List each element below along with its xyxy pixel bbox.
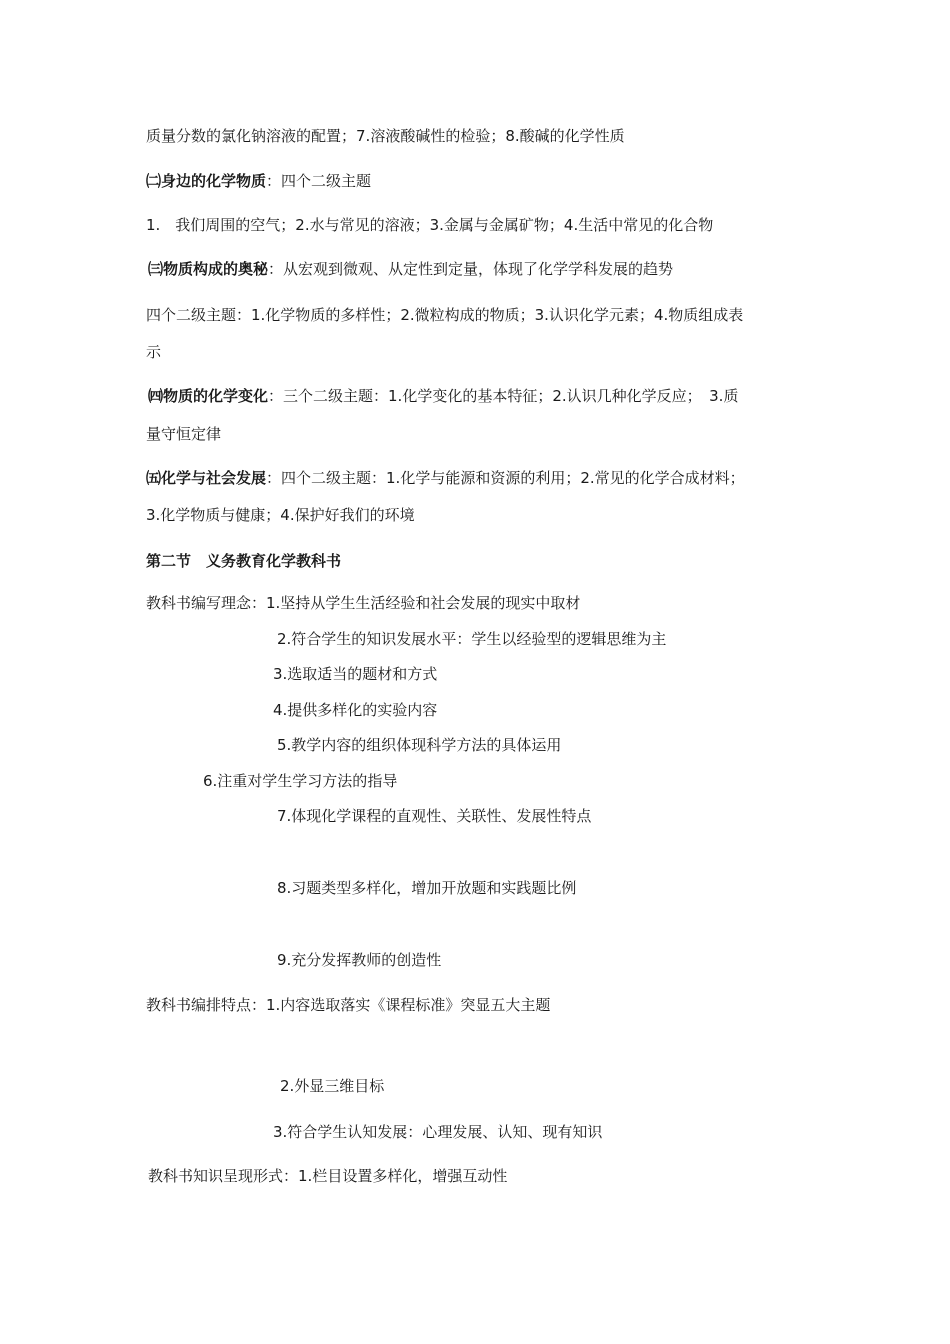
- heading-label: ㈡身边的化学物质: [146, 172, 267, 190]
- text-line: 质量分数的氯化钠溶液的配置；7.溶液酸碱性的检验；8.酸碱的化学性质: [146, 127, 625, 145]
- section-title: 第二节 义务教育化学教科书: [146, 552, 342, 570]
- list-item: 7.体现化学课程的直观性、关联性、发展性特点: [277, 807, 592, 825]
- text-span: ：四个二级主题: [266, 172, 372, 190]
- list-item: 9.充分发挥教师的创造性: [277, 951, 442, 969]
- heading-line: [146, 171, 371, 191]
- text-span: ：三个二级主题：1.化学变化的基本特征；2.认识几种化学反应； 3.质: [268, 387, 739, 405]
- text-line: 教科书知识呈现形式：1.栏目设置多样化，增强互动性: [148, 1167, 508, 1185]
- text-line: 教科书编排特点：1.内容选取落实《课程标准》突显五大主题: [146, 996, 551, 1014]
- text-line: 四个二级主题：1.化学物质的多样性；2.微粒构成的物质；3.认识化学元素；4.物质组成表: [146, 306, 744, 324]
- text-line: 示: [146, 343, 162, 361]
- heading-line: [148, 386, 738, 406]
- list-item: 2.符合学生的知识发展水平：学生以经验型的逻辑思维为主: [277, 630, 667, 648]
- heading-line: [146, 468, 745, 488]
- list-item: 4.提供多样化的实验内容: [273, 701, 438, 719]
- heading-label: ㈣物质的化学变化: [148, 387, 269, 405]
- list-item: 6.注重对学生学习方法的指导: [203, 772, 398, 790]
- list-item: 3.符合学生认知发展：心理发展、认知、现有知识: [273, 1123, 603, 1141]
- text-span: ：从宏观到微观、从定性到定量，体现了化学学科发展的趋势: [268, 260, 674, 278]
- text-line: 3.化学物质与健康；4.保护好我们的环境: [146, 506, 415, 524]
- text-line: 量守恒定律: [146, 425, 222, 443]
- heading-label: ㈢物质构成的奥秘: [148, 260, 269, 278]
- text-line: 1. 我们周围的空气；2.水与常见的溶液；3.金属与金属矿物；4.生活中常见的化合物: [146, 216, 714, 234]
- heading-label: ㈤化学与社会发展: [146, 469, 267, 487]
- list-item: 3.选取适当的题材和方式: [273, 665, 438, 683]
- text-span: ：四个二级主题：1.化学与能源和资源的利用；2.常见的化学合成材料；: [266, 469, 745, 487]
- list-item: 5.教学内容的组织体现科学方法的具体运用: [277, 736, 562, 754]
- heading-line: [148, 259, 673, 279]
- list-item: 8.习题类型多样化，增加开放题和实践题比例: [277, 879, 577, 897]
- list-item: 2.外显三维目标: [280, 1077, 385, 1095]
- text-line: 教科书编写理念：1.坚持从学生生活经验和社会发展的现实中取材: [146, 594, 581, 612]
